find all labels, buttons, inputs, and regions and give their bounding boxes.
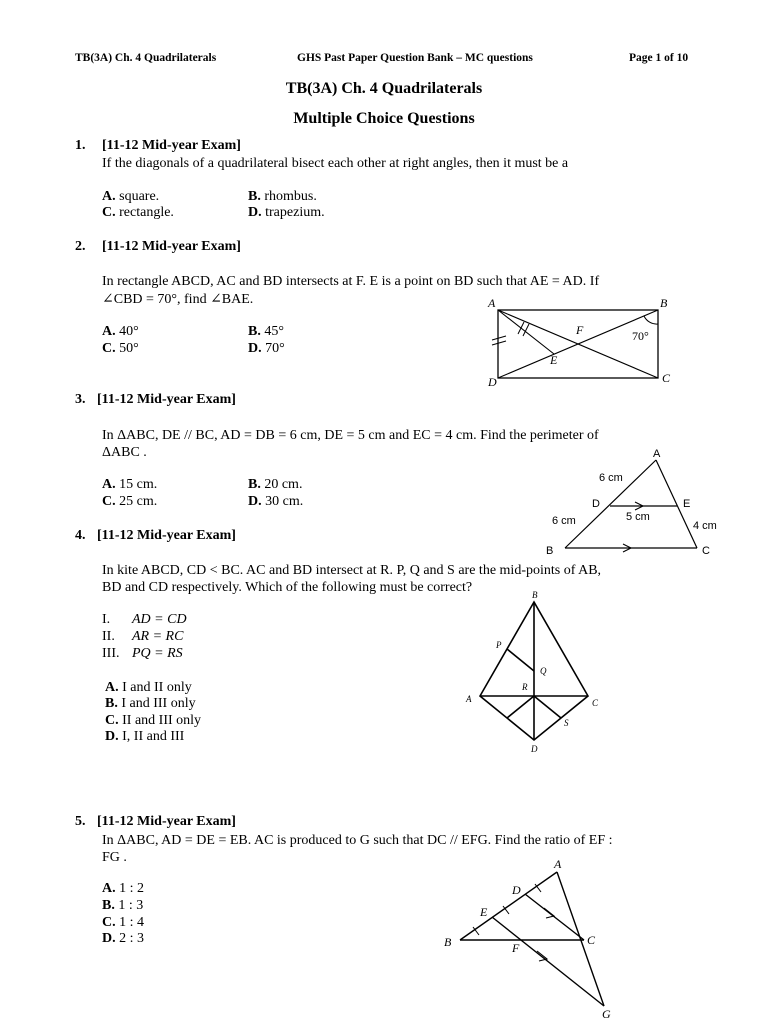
- label-r: R: [522, 682, 528, 692]
- question-stem-line1: In ΔABC, DE // BC, AD = DB = 6 cm, DE = 5 cm and EC = 4 cm. Find the perimeter of: [102, 428, 599, 443]
- option-c[interactable]: [102, 205, 174, 221]
- option-letter: D.: [105, 729, 119, 744]
- label-c: C: [587, 933, 596, 947]
- option-d[interactable]: [105, 729, 184, 745]
- segment-rs: [534, 696, 561, 718]
- option-c[interactable]: [102, 494, 157, 510]
- option-letter: B.: [248, 189, 261, 204]
- segment-pq: [507, 649, 534, 671]
- option-letter: A.: [102, 477, 116, 492]
- side-ac: [656, 460, 697, 548]
- question-tag: [11-12 Mid-year Exam]: [102, 138, 241, 153]
- option-letter: D.: [102, 931, 116, 946]
- question-stem-line2: ∠CBD = 70°, find ∠BAE.: [102, 292, 254, 307]
- label-d: D: [592, 498, 600, 510]
- statement-numeral: II.: [102, 629, 115, 644]
- label-e: E: [683, 498, 691, 510]
- option-text: 45°: [264, 324, 284, 339]
- option-b[interactable]: [248, 324, 284, 340]
- label-d: D: [512, 883, 521, 897]
- option-text: I, II and III: [122, 729, 185, 744]
- option-d[interactable]: [248, 494, 303, 510]
- kite-figure: [460, 588, 610, 758]
- option-text: 30 cm.: [265, 494, 304, 509]
- option-text: II and III only: [122, 713, 202, 728]
- page-title: TB(3A) Ch. 4 Quadrilaterals: [285, 80, 483, 97]
- label-c: C: [702, 545, 710, 557]
- option-text: 1 : 3: [118, 898, 144, 913]
- option-letter: D.: [248, 205, 262, 220]
- option-text: 25 cm.: [119, 494, 158, 509]
- triangle-figure: [540, 444, 730, 559]
- label-f: F: [512, 941, 520, 955]
- option-a[interactable]: [102, 324, 139, 340]
- option-b[interactable]: [248, 477, 302, 493]
- option-text: I and II only: [122, 680, 192, 695]
- option-letter: C.: [102, 341, 116, 356]
- segment-ae: [498, 310, 554, 354]
- option-a[interactable]: [102, 477, 157, 493]
- segment-efg: [492, 917, 604, 1006]
- option-text: 1 : 4: [119, 915, 145, 930]
- label-a: A: [466, 694, 472, 704]
- option-letter: B.: [102, 898, 115, 913]
- label-g: G: [602, 1007, 611, 1021]
- option-letter: C.: [102, 494, 116, 509]
- option-letter: B.: [248, 477, 261, 492]
- option-text: 15 cm.: [119, 477, 158, 492]
- option-letter: A.: [102, 881, 116, 896]
- header-center: GHS Past Paper Question Bank – MC questions: [297, 52, 533, 64]
- label-q: Q: [540, 666, 547, 676]
- option-b[interactable]: [248, 189, 317, 205]
- option-b[interactable]: [102, 898, 143, 914]
- option-letter: A.: [105, 680, 119, 695]
- option-text: rectangle.: [119, 205, 174, 220]
- question-stem-line1: In rectangle ABCD, AC and BD intersects at F. E is a point on BD such that AE = AD. If: [102, 274, 600, 289]
- question-tag: [11-12 Mid-year Exam]: [97, 528, 236, 543]
- angle-arc: [644, 316, 658, 324]
- length-ad: 6 cm: [599, 472, 623, 484]
- option-a[interactable]: [105, 680, 192, 696]
- label-b: B: [660, 296, 668, 310]
- option-d[interactable]: [248, 205, 325, 221]
- statement-ii: [102, 629, 183, 645]
- label-e: E: [550, 353, 558, 367]
- option-text: 50°: [119, 341, 139, 356]
- option-letter: C.: [102, 915, 116, 930]
- label-c: C: [592, 698, 599, 708]
- label-b: B: [546, 545, 554, 557]
- question-stem-line2: FG .: [102, 850, 127, 865]
- segment-extra: [507, 696, 534, 718]
- option-a[interactable]: [102, 189, 159, 205]
- length-de: 5 cm: [626, 511, 650, 523]
- angle-label: 70°: [632, 329, 649, 343]
- statement-i: [102, 612, 187, 628]
- question-stem-line1: In kite ABCD, CD < BC. AC and BD intersect at R. P, Q and S are the mid-points of AB,: [102, 563, 602, 578]
- option-text: trapezium.: [265, 205, 325, 220]
- option-letter: A.: [102, 189, 116, 204]
- option-letter: D.: [248, 494, 262, 509]
- question-number: 5.: [75, 814, 86, 829]
- side-ag: [557, 872, 604, 1006]
- label-d: D: [488, 375, 497, 389]
- segment-dc: [525, 894, 584, 940]
- statement-numeral: III.: [102, 646, 120, 661]
- length-db: 6 cm: [552, 515, 576, 527]
- option-c[interactable]: [105, 713, 201, 729]
- option-c[interactable]: [102, 341, 139, 357]
- tick-mark: [518, 322, 524, 334]
- option-b[interactable]: [105, 696, 196, 712]
- statement-numeral: I.: [102, 612, 111, 627]
- option-text: 2 : 3: [119, 931, 145, 946]
- option-text: square.: [119, 189, 160, 204]
- option-text: 20 cm.: [264, 477, 303, 492]
- label-e: E: [480, 905, 488, 919]
- option-text: I and III only: [121, 696, 196, 711]
- label-d: D: [531, 744, 538, 754]
- length-ec: 4 cm: [693, 520, 717, 532]
- option-letter: B.: [105, 696, 118, 711]
- option-text: 70°: [265, 341, 285, 356]
- label-b: B: [532, 590, 538, 600]
- option-letter: C.: [105, 713, 119, 728]
- option-letter: D.: [248, 341, 262, 356]
- label-a: A: [653, 448, 661, 460]
- question-stem-line1: In ΔABC, AD = DE = EB. AC is produced to G such that DC // EFG. Find the ratio of EF :: [102, 833, 613, 848]
- option-a[interactable]: [102, 881, 144, 897]
- label-s: S: [564, 718, 569, 728]
- option-text: 1 : 2: [119, 881, 145, 896]
- question-tag: [11-12 Mid-year Exam]: [97, 392, 236, 407]
- header-right: Page 1 of 10: [629, 52, 689, 64]
- question-number: 4.: [75, 528, 86, 543]
- question-stem-line2: ΔABC .: [102, 445, 147, 460]
- label-b: B: [444, 935, 452, 949]
- triangle-extended-figure: [440, 856, 630, 1021]
- question-tag: [11-12 Mid-year Exam]: [97, 814, 236, 829]
- option-text: rhombus.: [264, 189, 317, 204]
- question-number: 1.: [75, 138, 86, 153]
- page-subtitle: Multiple Choice Questions: [293, 110, 475, 127]
- label-p: P: [496, 640, 502, 650]
- label-a: A: [554, 857, 562, 871]
- option-c[interactable]: [102, 915, 144, 931]
- statement-text: AD = CD: [132, 612, 187, 627]
- question-stem-line2: BD and CD respectively. Which of the following must be correct?: [102, 580, 473, 595]
- label-f: F: [576, 323, 584, 337]
- option-d[interactable]: [102, 931, 144, 947]
- statement-iii: [102, 646, 183, 662]
- question-stem: If the diagonals of a quadrilateral bisect each other at right angles, then it must be a: [102, 156, 569, 171]
- option-d[interactable]: [248, 341, 285, 357]
- header-left: TB(3A) Ch. 4 Quadrilaterals: [75, 52, 217, 64]
- tick-mark: [492, 336, 506, 340]
- statement-text: AR = RC: [132, 629, 184, 644]
- option-letter: C.: [102, 205, 116, 220]
- option-letter: B.: [248, 324, 261, 339]
- statement-text: PQ = RS: [132, 646, 183, 661]
- option-text: 40°: [119, 324, 139, 339]
- label-a: A: [488, 296, 496, 310]
- question-number: 2.: [75, 239, 86, 254]
- tick-mark: [492, 341, 506, 345]
- option-letter: A.: [102, 324, 116, 339]
- question-number: 3.: [75, 392, 86, 407]
- rectangle-figure: [480, 296, 680, 389]
- label-c: C: [662, 371, 671, 385]
- question-tag: [11-12 Mid-year Exam]: [102, 239, 241, 254]
